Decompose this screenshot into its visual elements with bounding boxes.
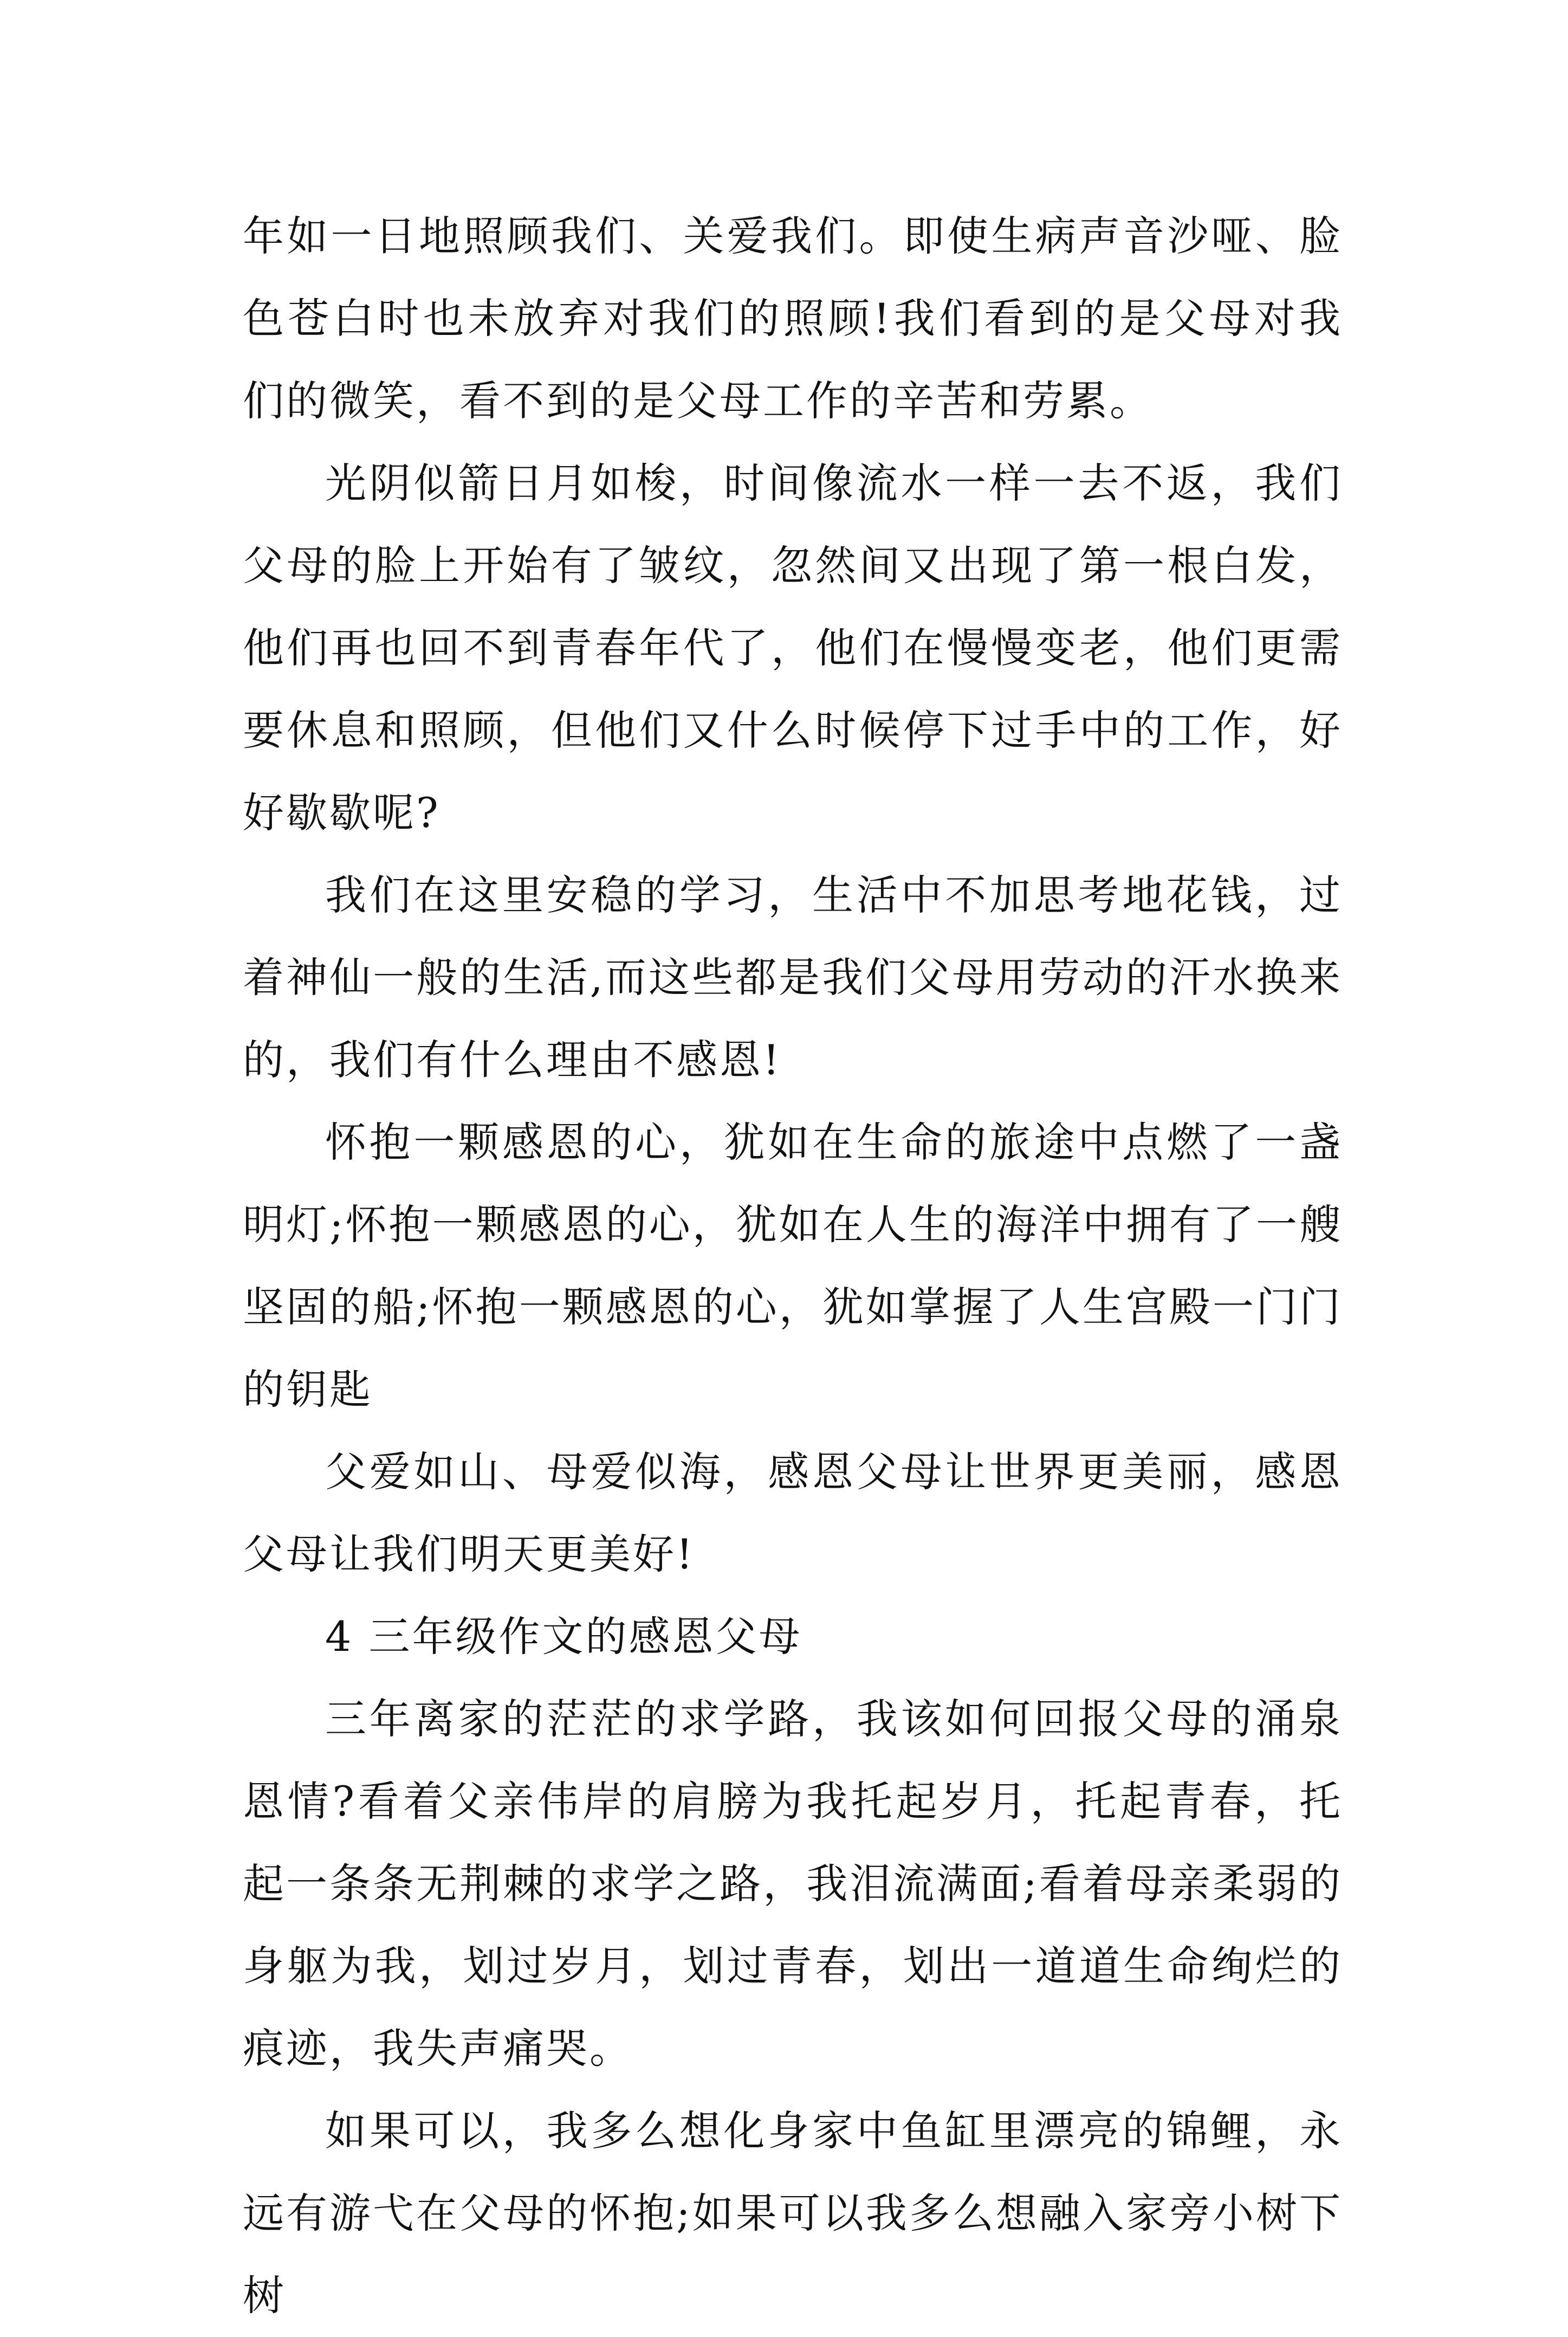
paragraph-6: 三年离家的茫茫的求学路，我该如何回报父母的涌泉恩情?看着父亲伟岸的肩膀为我托起岁月，托起青春，托起一条条无荆棘的求学之路，我泪流满面;看着母亲柔弱的身躯为我，划过岁月，划过青春，划出一道道生命绚烂的痕迹，我失声痛哭。 (243, 1695, 1343, 2073)
section-heading: 4 三年级作文的感恩父母 (325, 1612, 802, 1661)
paragraph-5: 父爱如山、母爱似海，感恩父母让世界更美丽，感恩父母让我们明天更美好! (243, 1448, 1343, 1578)
paragraph-7: 如果可以，我多么想化身家中鱼缸里漂亮的锦鲤，永远有游弋在父母的怀抱;如果可以我多么想融入家旁小树下树 (243, 2107, 1343, 2320)
paragraph-4: 怀抱一颗感恩的心，犹如在生命的旅途中点燃了一盏明灯;怀抱一颗感恩的心，犹如在人生的海洋中拥有了一艘坚固的船;怀抱一颗感恩的心，犹如掌握了人生宫殿一门门的钥匙 (243, 1118, 1343, 1413)
paragraph-2: 光阴似箭日月如梭，时间像流水一样一去不返，我们父母的脸上开始有了皱纹，忽然间又出现了第一根白发，他们再也回不到青春年代了，他们在慢慢变老，他们更需要休息和照顾，但他们又什么时候停下过手中的工作，好好歇歇呢? (243, 459, 1343, 837)
paragraph-3: 我们在这里安稳的学习，生活中不加思考地花钱，过着神仙一般的生活,而这些都是我们父母用劳动的汗水换来的，我们有什么理由不感恩! (243, 871, 1343, 1084)
document-body (243, 195, 1343, 2337)
paragraph-1: 年如一日地照顾我们、关爱我们。即使生病声音沙哑、脸色苍白时也未放弃对我们的照顾!我们看到的是父母对我们的微笑，看不到的是父母工作的辛苦和劳累。 (243, 212, 1343, 425)
